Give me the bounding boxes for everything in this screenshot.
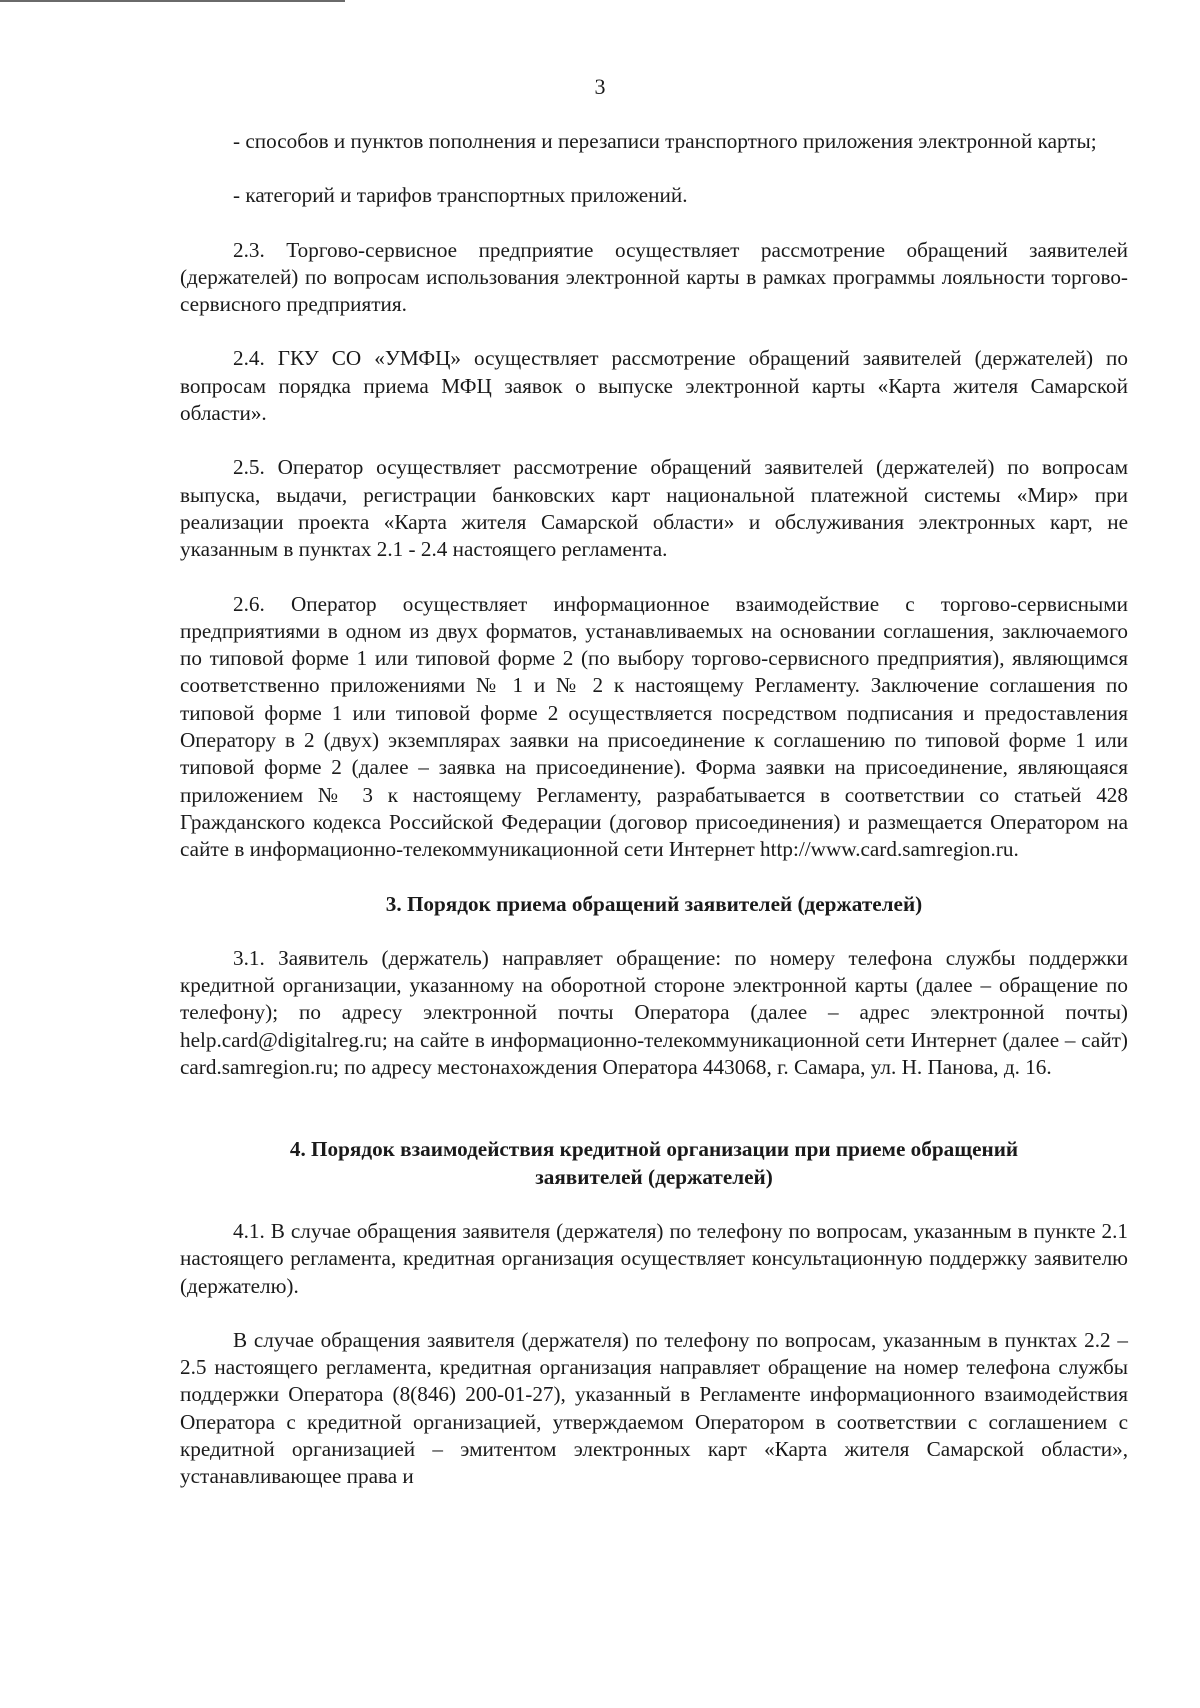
document-body bbox=[180, 128, 1128, 1518]
paragraph-2-4: 2.4. ГКУ СО «УМФЦ» осуществляет рассмотрение обращений заявителей (держателей) по вопросам порядка приема МФЦ заявок о выпуске электронной карты «Карта жителя Самарской области». bbox=[180, 346, 1128, 426]
paragraph-tariffs: - категорий и тарифов транспортных приложений. bbox=[233, 183, 688, 208]
page-number: 3 bbox=[594, 74, 606, 99]
paragraph-refill-methods: - способов и пунктов пополнения и перезаписи транспортного приложения электронной карты; bbox=[233, 129, 1097, 153]
paragraph-3-1: 3.1. Заявитель (держатель) направляет обращение: по номеру телефона службы поддержки кредитной организации, указанному на оборотной стороне электронной карты (далее – обращение по телефону); по адресу электронной почты Оператора (далее – адрес электронной почты) help.card@digitalreg.ru; на сайте в информационно-телекоммуникационной сети Интернет (далее – сайт) card.samregion.ru; по адресу местонахождения Оператора 443068, г. Самара, ул. Н. Панова, д. 16. bbox=[180, 945, 1128, 1080]
paragraph-2-3: 2.3. Торгово-сервисное предприятие осуществляет рассмотрение обращений заявителей (держателей) по вопросам использования электронной карты в рамках программы лояльности торгово-сервисного предприятия. bbox=[180, 237, 1128, 317]
paragraph-2-6: 2.6. Оператор осуществляет информационное взаимодействие с торгово-сервисными предприятиями в одном из двух форматов, устанавливаемых на основании соглашения, заключаемого по типовой форме 1 или типовой форме 2 (по выбору торгово-сервисного предприятия), являющимся соответственно приложениями № 1 и № 2 к настоящему Регламенту. Заключение соглашения по типовой форме 1 или типовой форме 2 осуществляется посредством подписания и предоставления Оператору в 2 (двух) экземплярах заявки на присоединение к соглашению по типовой форме 1 или типовой форме 2 (далее – заявка на присоединение). Форма заявки на присоединение, являющаяся приложением № 3 к настоящему Регламенту, разрабатывается в соответствии со статьей 428 Гражданского кодекса Российской Федерации (договор присоединения) и размещается Оператором на сайте в информационно-телекоммуникационной сети Интернет http://www.card.samregion.ru. bbox=[180, 591, 1128, 862]
section-3-heading: 3. Порядок приема обращений заявителей (держателей) bbox=[385, 891, 923, 916]
section-4-heading: 4. Порядок взаимодействия кредитной организации при приеме обращений заявителей (держателей) bbox=[289, 1137, 1019, 1189]
paragraph-2-5: 2.5. Оператор осуществляет рассмотрение обращений заявителей (держателей) по вопросам выпуска, выдачи, регистрации банковских карт национальной платежной системы «Мир» при реализации проекта «Карта жителя Самарской области» и обслуживания электронных карт, не указанным в пунктах 2.1 - 2.4 настоящего регламента. bbox=[180, 455, 1128, 562]
scan-edge-line bbox=[0, 0, 345, 2]
paragraph-4-1-continued: В случае обращения заявителя (держателя) по телефону по вопросам, указанным в пунктах 2.2 – 2.5 настоящего регламента, кредитная организация направляет обращение на номер телефона службы поддержки Оператора (8(846) 200-01-27), указанный в Регламенте информационного взаимодействия Оператора с кредитной организацией, утверждаемом Оператором в соответствии с соглашением с кредитной организацией – эмитентом электронных карт «Карта жителя Самарской области», устанавливающее права и bbox=[180, 1327, 1128, 1489]
paragraph-4-1: 4.1. В случае обращения заявителя (держателя) по телефону по вопросам, указанным в пункте 2.1 настоящего регламента, кредитная организация осуществляет консультационную поддержку заявителю (держателю). bbox=[180, 1218, 1128, 1298]
